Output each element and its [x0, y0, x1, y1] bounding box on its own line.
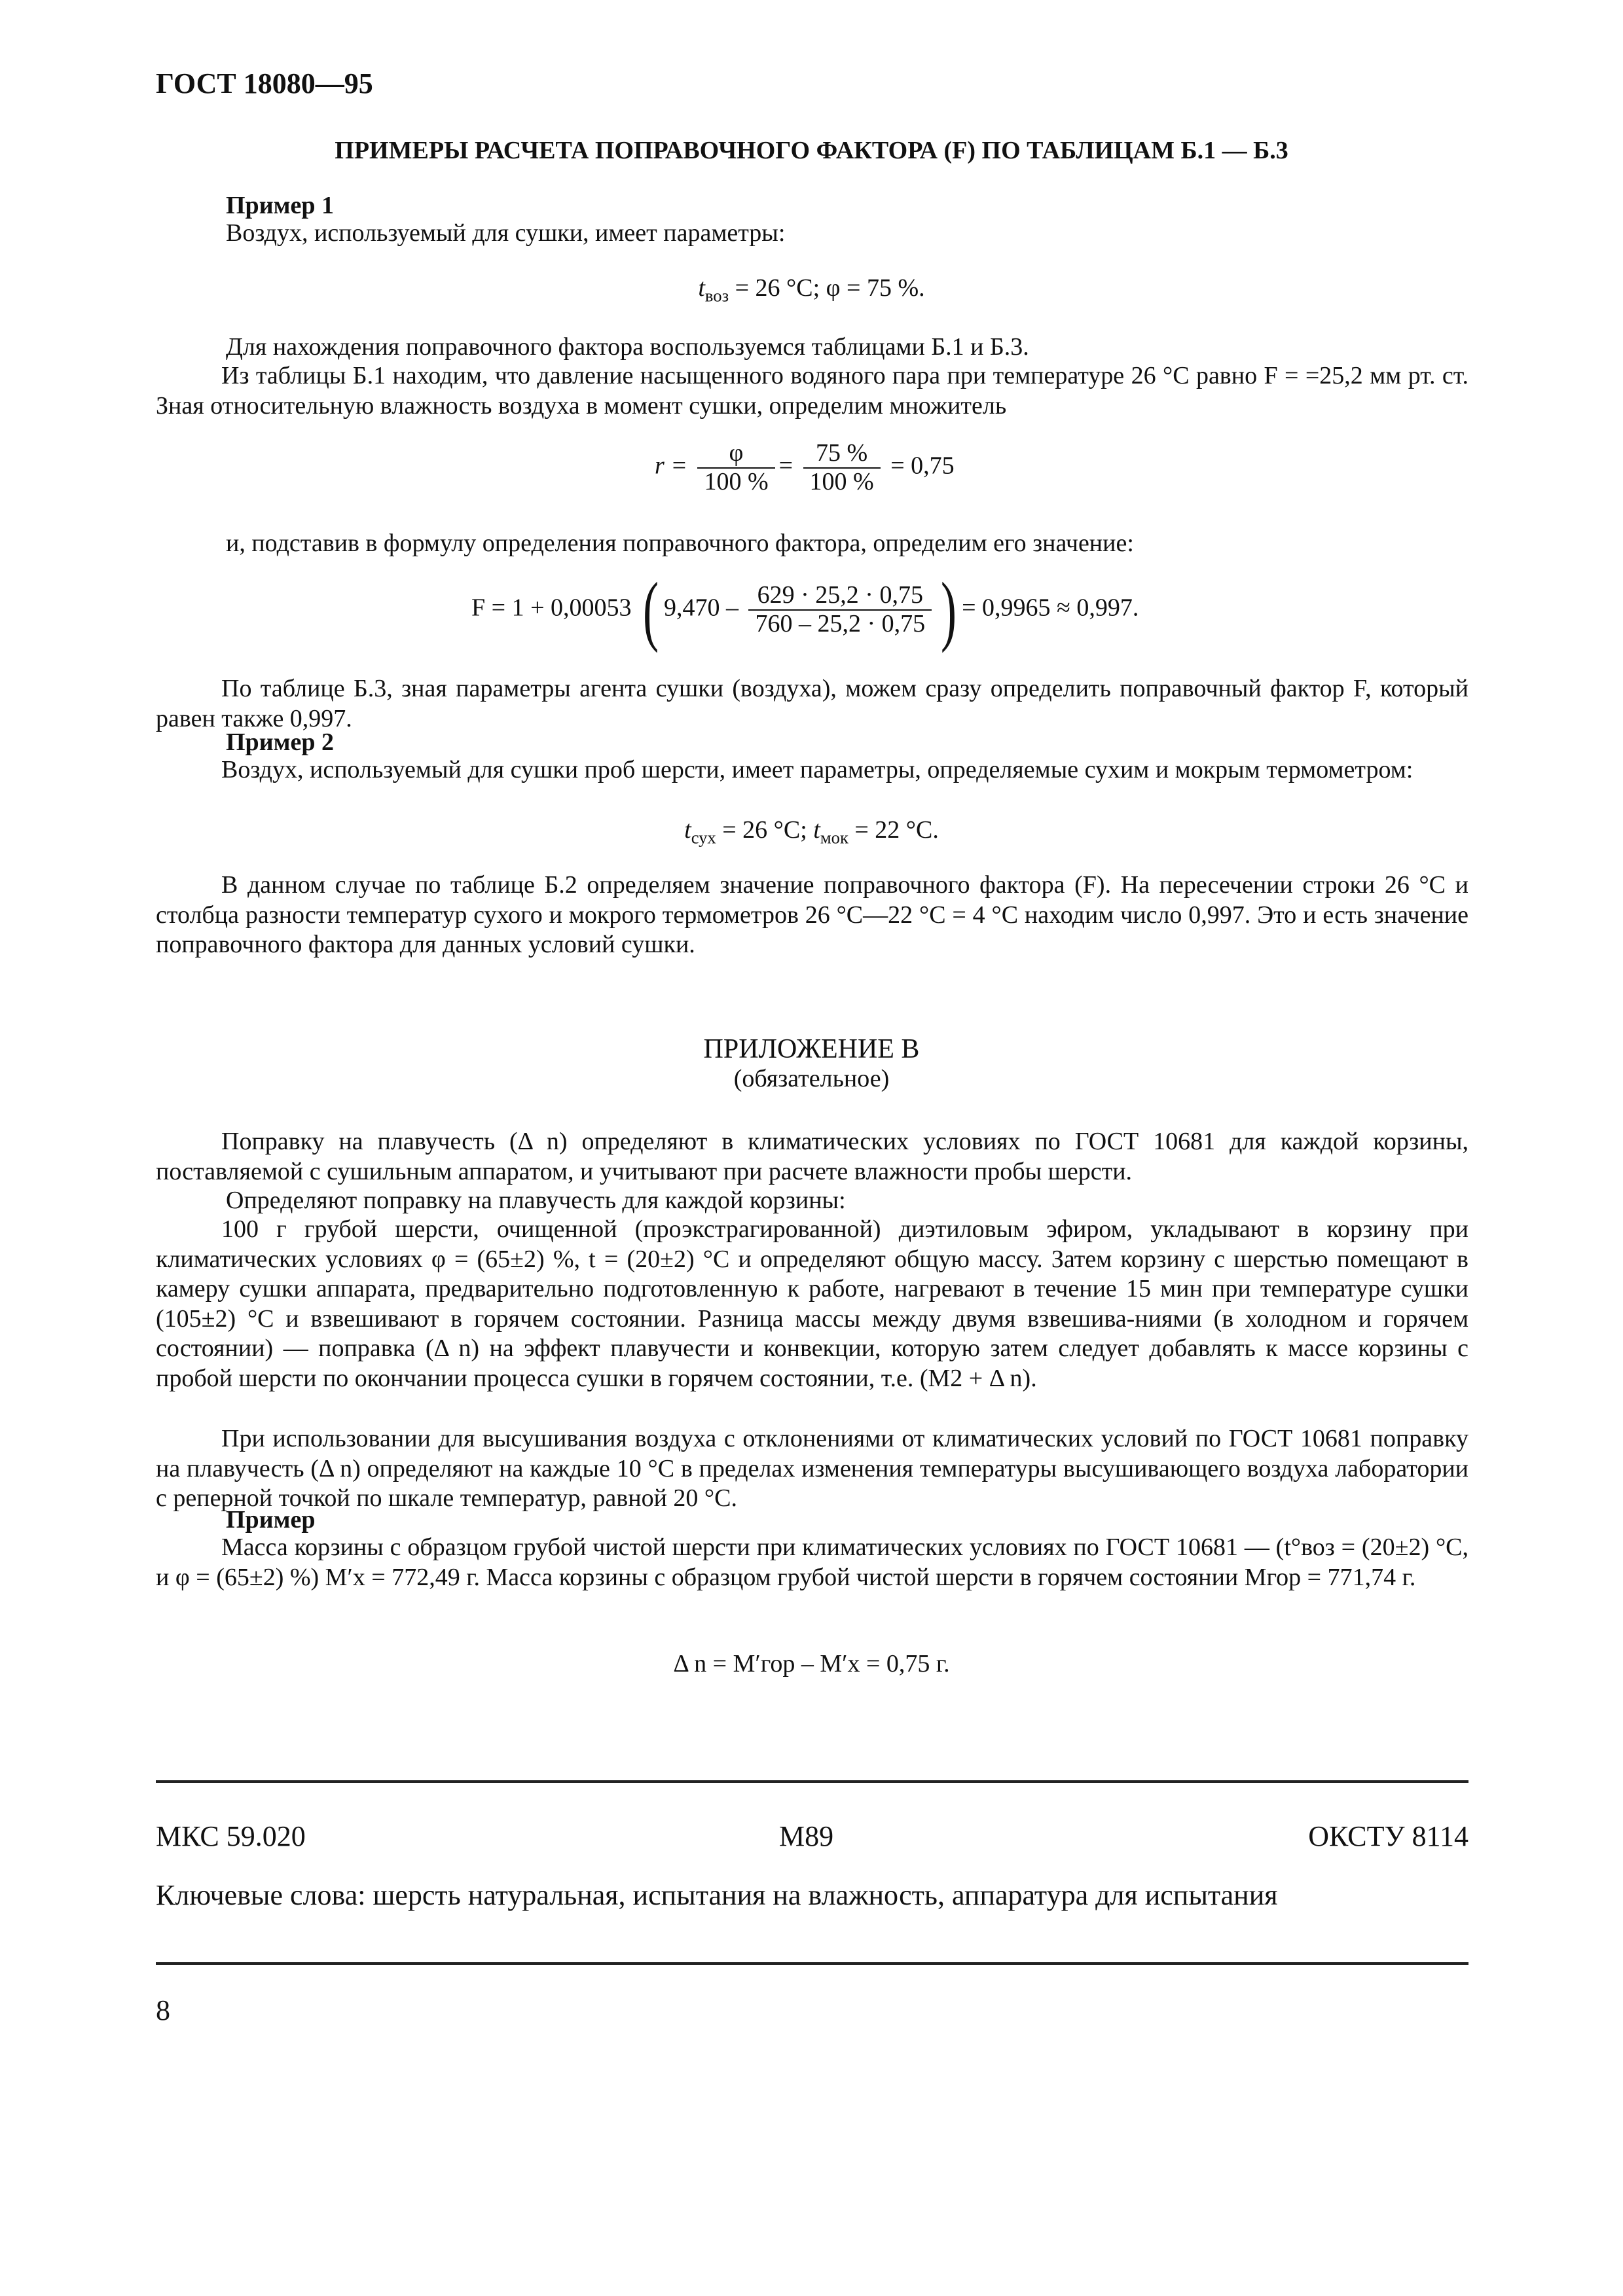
appendix-example-heading: Пример [226, 1506, 316, 1534]
example1-heading: Пример 1 [226, 192, 334, 219]
appendix-paragraph-5: Масса корзины с образцом грубой чистой шерсти при климатических условиях по ГОСТ 10681 — (t°воз = (20±2) °С, и φ = (65±2) %) M′x = 772,49 г. Масса корзины с образцом грубой чистой шерсти в горячем состоянии Mгор = 771,74 г. [156, 1534, 1468, 1591]
example2-heading: Пример 2 [226, 728, 334, 756]
section-title: ПРИМЕРЫ РАСЧЕТА ПОПРАВОЧНОГО ФАКТОРА (F) ПО ТАБЛИЦАМ Б.1 — Б.3 [335, 137, 1288, 164]
appendix-title: ПРИЛОЖЕНИЕ В [703, 1034, 920, 1064]
paragraph-table-b2: В данном случае по таблице Б.2 определяем значение поправочного фактора (F). На пересечении строки 26 °С и столбца разности температур сухого и мокрого термометров 26 °С—22 °С = 4 °С находим число 0,997. Это и есть значение поправочного фактора для данных условий сушки. [156, 871, 1468, 959]
appendix-paragraph-4: При использовании для высушивания воздуха с отклонениями от климатических условий по ГОСТ 10681 поправку на плавучесть (Δ n) определяют на каждые 10 °С в пределах изменения температуры высушивающего воздуха лаборатории с реперной точкой по шкале температур, равной 20 °С. [156, 1425, 1468, 1513]
page-number: 8 [156, 1994, 170, 2026]
document-code: ГОСТ 18080—95 [156, 67, 373, 99]
footer-rule-top [156, 1780, 1468, 1783]
footer-rule-bottom [156, 1962, 1468, 1965]
footer-okstu: ОКСТУ 8114 [1308, 1820, 1468, 1852]
appendix-paragraph-2: Определяют поправку на плавучесть для каждой корзины: [226, 1187, 846, 1214]
paragraph-table-b1: Из таблицы Б.1 находим, что давление насыщенного водяного пара при температуре 26 °С равно F = =25,2 мм рт. ст. Зная относительную влажность воздуха в момент сушки, определим множитель [156, 362, 1468, 420]
appendix-paragraph-3: 100 г грубой шерсти, очищенной (проэкстрагированной) диэтиловым эфиром, укладывают в корзину при климатических условиях φ = (65±2) %, t = (20±2) °С и определяют общую массу. Затем корзину с шерстью помещают в камеру сушки аппарата, предварительно подготовленную к работе, нагревают в течение 15 мин при температуре сушки (105±2) °С и взвешивают в горячем состоянии. Разница массы между двумя взвешива-ниями (в холодном и горячем состоянии) — поправка (Δ n) на эффект плавучести и конвекции, которую затем следует добавлять к массе корзины с пробой шерсти по окончании процесса сушки в горячем состоянии, т.е. (M2 + Δ n). [156, 1215, 1468, 1392]
example2-intro: Воздух, используемый для сушки проб шерсти, имеет параметры, определяемые сухим и мокрым термометром: [221, 756, 1413, 783]
fraction-phi: $\frac{\varphi}{100 \%}$ [697, 440, 775, 496]
formula-F: F = 1 + 0,00053 ( 9,470 – $\frac{629 \cdot 25,2 \cdot 0,75}{760 - 25,2 \cdot 0,75}$ ) = 0,9965 ≈ 0,997. [471, 566, 1139, 653]
example1-intro: Воздух, используемый для сушки, имеет параметры: [226, 219, 786, 247]
fraction-75: $\frac{75 \%}{100 \%}$ [803, 440, 881, 496]
formula-temperatures: $t_{сух} = 26$ °С; $t_{мок} = 22$ °С. [684, 816, 939, 848]
footer-mks: МКС 59.020 [156, 1820, 306, 1852]
footer-m: М89 [779, 1820, 834, 1852]
appendix-subtitle: (обязательное) [733, 1065, 890, 1092]
fraction-F: $\frac{629 \cdot 25,2 \cdot 0,75}{760 - 25,2 \cdot 0,75}$ [748, 582, 932, 638]
formula-air-params: $t_{воз} = 26$ °С; φ = 75 %. [698, 274, 925, 306]
paragraph-tables: Для нахождения поправочного фактора воспользуемся таблицами Б.1 и Б.3. [226, 333, 1029, 361]
formula-r: r = $\frac{\varphi}{100 \%}$ = $\frac{75 \%}{100 \%}$ = 0,75 [655, 439, 955, 495]
appendix-paragraph-1: Поправку на плавучесть (Δ n) определяют в климатических условиях по ГОСТ 10681 для каждой корзины, поставляемой с сушильным аппаратом, и учитывают при расчете влажности пробы шерсти. [156, 1128, 1468, 1185]
paragraph-substitute: и, подставив в формулу определения поправочного фактора, определим его значение: [226, 529, 1134, 557]
paragraph-table-b3: По таблице Б.3, зная параметры агента сушки (воздуха), можем сразу определить поправочный фактор F, который равен также 0,997. [156, 675, 1468, 732]
footer-keywords: Ключевые слова: шерсть натуральная, испытания на влажность, аппаратура для испытания [156, 1879, 1278, 1911]
formula-delta-n: Δ n = M′гор – M′x = 0,75 г. [673, 1650, 950, 1677]
